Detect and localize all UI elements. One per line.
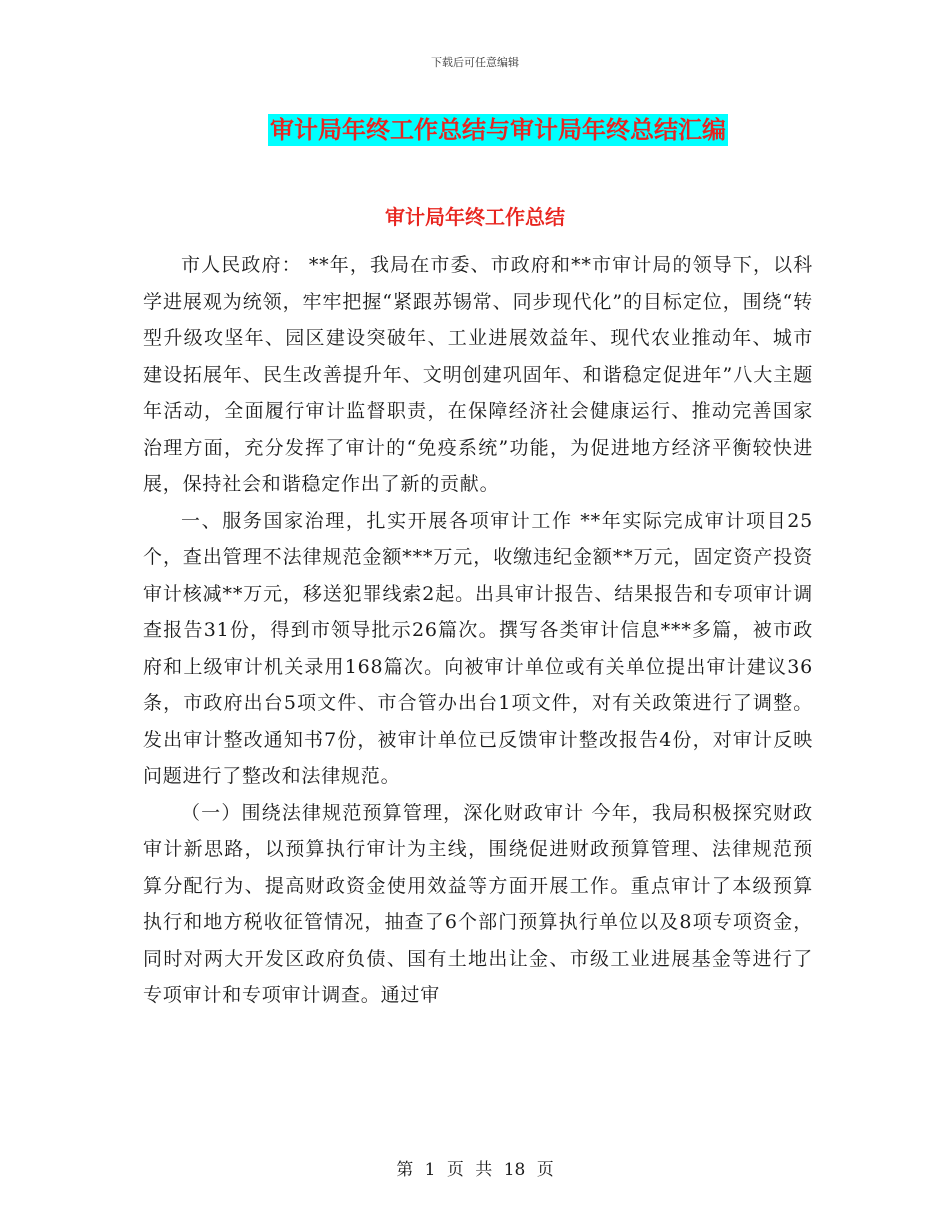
document-body <box>143 247 813 1014</box>
section-title: 审计局年终工作总结 <box>385 205 565 229</box>
page-number-footer: 第 1 页 共 18 页 <box>396 1160 554 1180</box>
main-title-container <box>0 114 950 146</box>
header-note: 下载后可任意编辑 <box>431 56 519 69</box>
paragraph-subsection-one: （一）围绕法律规范预算管理，深化财政审计 今年，我局积极探究财政审计新思路，以预算执行审计为主线，围绕促进财政预算管理、法律规范预算分配行为、提高财政资金使用效益等方面开展工作。重点审计了本级预算执行和地方税收征管情况，抽查了6个部门预算执行单位以及8项专项资金，同时对两大开发区政府负债、国有土地出让金、市级工业进展基金等进行了专项审计和专项审计调查。通过审 <box>143 801 813 1006</box>
paragraph-intro: 市人民政府： **年，我局在市委、市政府和**市审计局的领导下，以科学进展观为统领，牢牢把握“紧跟苏锡常、同步现代化”的目标定位，围绕“转型升级攻坚年、园区建设突破年、工业进展效益年、现代农业推动年、城市建设拓展年、民生改善提升年、文明创建巩固年、和谐稳定促进年”八大主题年活动，全面履行审计监督职责，在保障经济社会健康运行、推动完善国家治理方面，充分发挥了审计的“免疫系统”功能，为促进地方经济平衡较快进展，保持社会和谐稳定作出了新的贡献。 <box>143 254 813 495</box>
paragraph-section-one: 一、服务国家治理，扎实开展各项审计工作 **年实际完成审计项目25个，查出管理不法律规范金额***万元，收缴违纪金额**万元，固定资产投资审计核减**万元，移送犯罪线索2起。出具审计报告、结果报告和专项审计调查报告31份，得到市领导批示26篇次。撰写各类审计信息***多篇，被市政府和上级审计机关录用168篇次。向被审计单位或有关单位提出审计建议36条，市政府出台5项文件、市合管办出台1项文件，对有关政策进行了调整。发出审计整改通知书7份，被审计单位已反馈审计整改报告4份，对审计反映问题进行了整改和法律规范。 <box>143 509 813 787</box>
main-title: 审计局年终工作总结与审计局年终总结汇编 <box>270 116 726 144</box>
